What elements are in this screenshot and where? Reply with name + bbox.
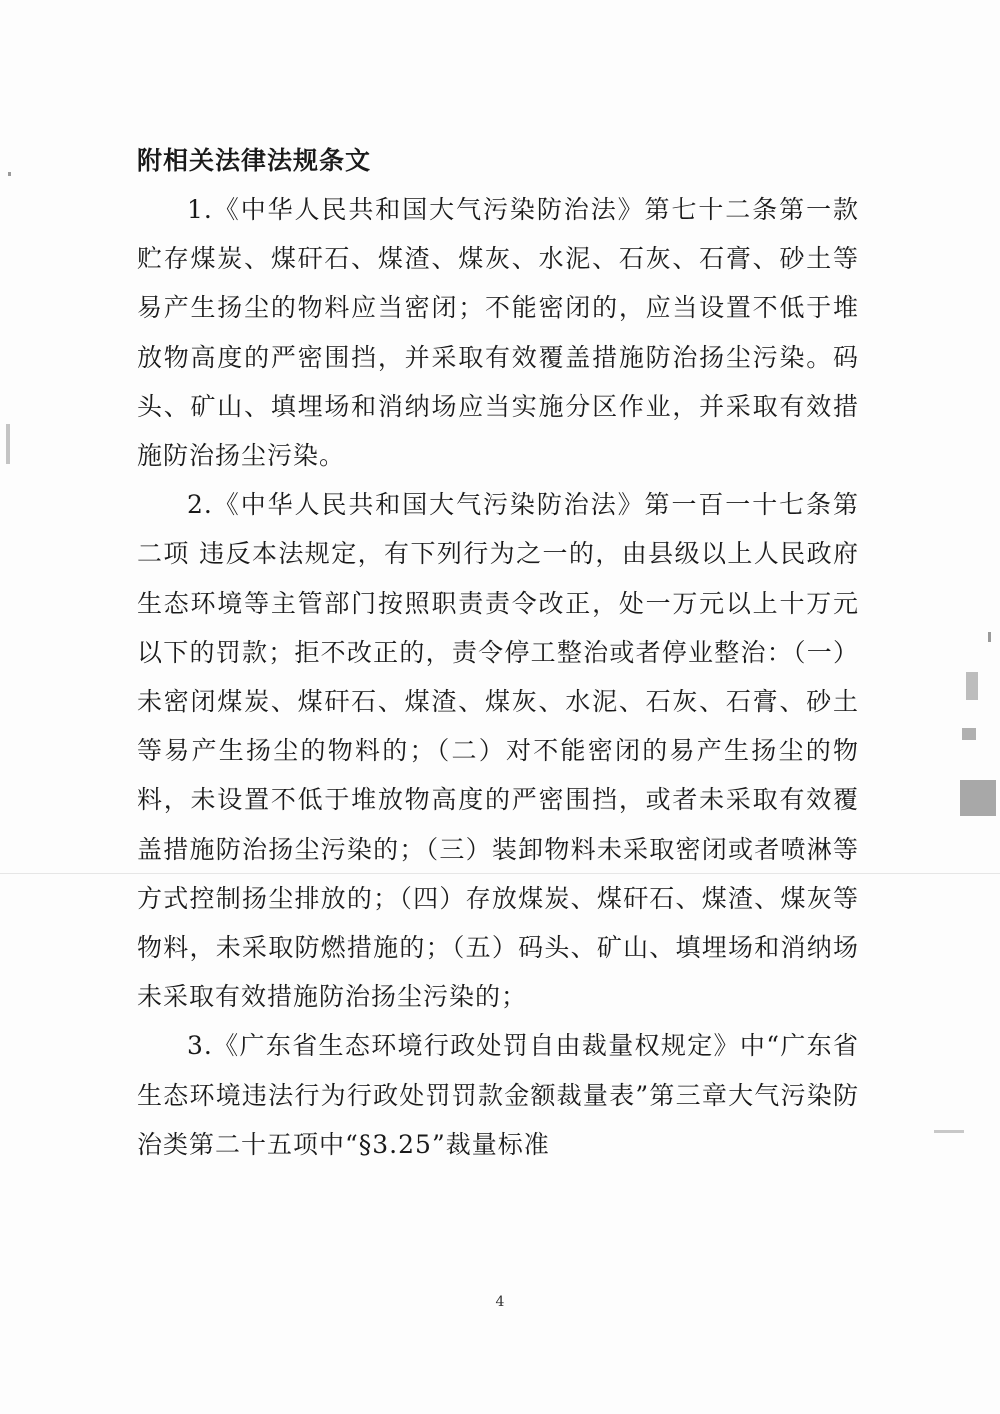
scan-artifact-mark <box>960 780 996 816</box>
scan-artifact-mark <box>966 672 978 700</box>
law-paragraph-1: 1.《中华人民共和国大气污染防治法》第七十二条第一款 贮存煤炭、煤矸石、煤渣、煤灰、水泥、石灰、石膏、砂土等易产生扬尘的物料应当密闭；不能密闭的，应当设置不低于堆放物高度的严密围挡，并采取有效覆盖措施防治扬尘污染。码头、矿山、填埋场和消纳场应当实施分区作业，并采取有效措施防治扬尘污染。 <box>137 195 859 471</box>
page-number: 4 <box>495 1294 505 1310</box>
law-paragraph-3: 3.《广东省生态环境行政处罚自由裁量权规定》中“广东省生态环境违法行为行政处罚罚款金额裁量表”第三章大气污染防治类第二十五项中“§3.25”裁量标准 <box>137 1031 859 1159</box>
scan-artifact-mark <box>988 632 991 642</box>
document-body <box>137 136 859 1169</box>
scan-artifact-mark <box>8 172 11 176</box>
scan-artifact-mark <box>962 728 976 740</box>
document-heading: 附相关法律法规条文 <box>137 146 372 175</box>
law-paragraph-2: 2.《中华人民共和国大气污染防治法》第一百一十七条第二项 违反本法规定，有下列行为之一的，由县级以上人民政府生态环境等主管部门按照职责责令改正，处一万元以上十万元以下的罚款；拒不改正的，责令停工整治或者停业整治：（一）未密闭煤炭、煤矸石、煤渣、煤灰、水泥、石灰、石膏、砂土等易产生扬尘的物料的；（二）对不能密闭的易产生扬尘的物料，未设置不低于堆放物高度的严密围挡，或者未采取有效覆盖措施防治扬尘污染的；（三）装卸物料未采取密闭或者喷淋等方式控制扬尘排放的；（四）存放煤炭、煤矸石、煤渣、煤灰等物料，未采取防燃措施的；（五）码头、矿山、填埋场和消纳场未采取有效措施防治扬尘污染的； <box>137 490 859 1012</box>
scan-artifact-mark <box>934 1130 964 1133</box>
scan-artifact-mark <box>6 424 10 464</box>
